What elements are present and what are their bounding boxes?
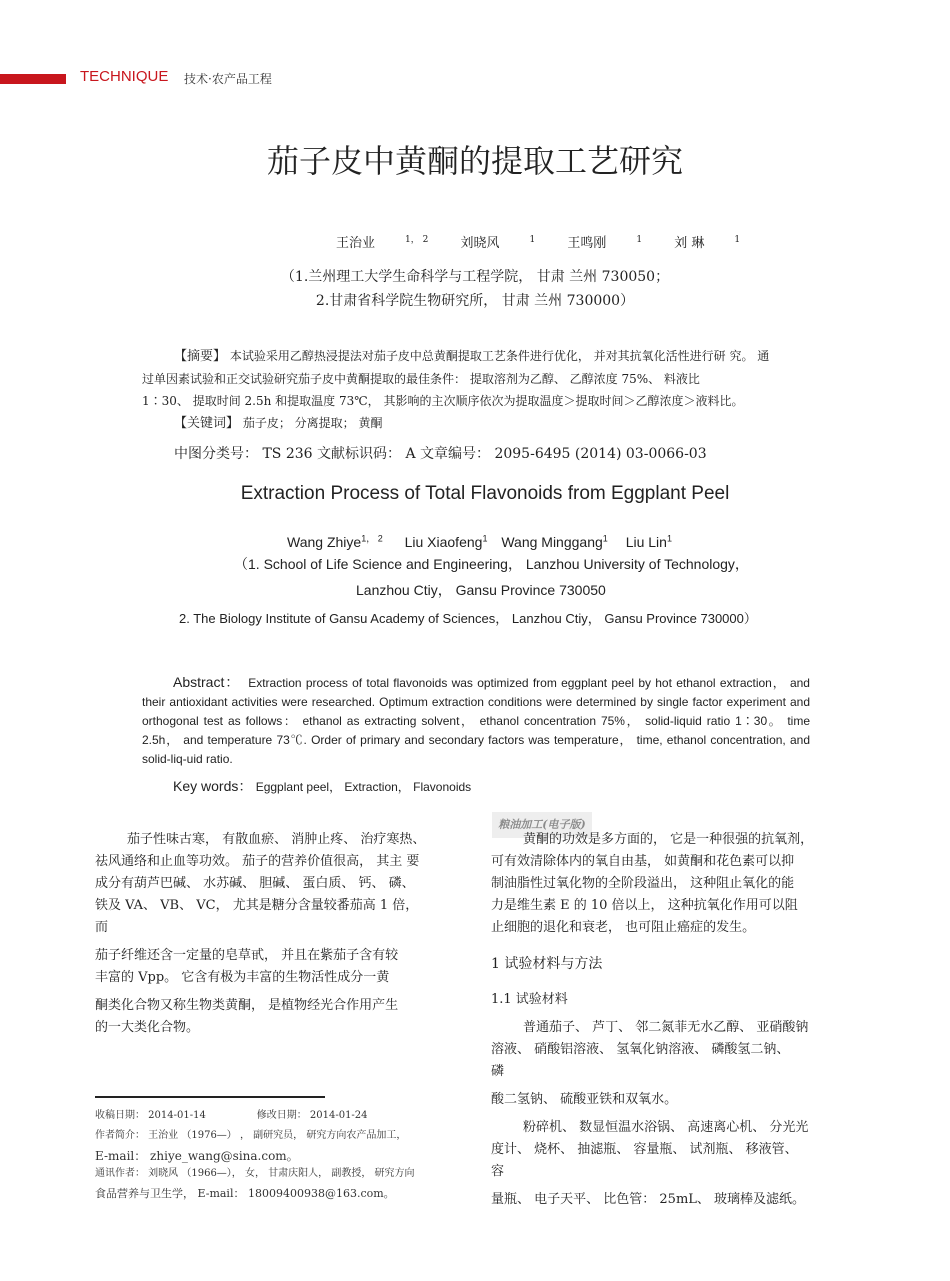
header-section: 技术·农产品工程 <box>184 72 272 86</box>
authors-cn <box>336 232 768 251</box>
footnote-author-2: 通讯作者： 刘晓风 （1966—）， 女， 甘肃庆阳人， 副教授， 研究方向 食品营养与卫生学， E-mail： 18009400938@163.com。 <box>95 1168 415 1200</box>
page-title: 茄子皮中黄酮的提取工艺研究 <box>266 142 683 180</box>
authors-en <box>287 531 672 550</box>
header-accent-bar <box>0 74 66 84</box>
affiliation-en-2: Lanzhou Ctiy， Gansu Province 730050 <box>356 582 606 598</box>
author-cn: 刘晓风 $^1$ <box>460 235 536 252</box>
classification: 中图分类号： TS 236 文献标识码： A 文章编号： 2095-6495 (2014) 03-0066-03 <box>174 446 707 462</box>
affiliation-cn-2: 2.甘肃省科学院生物研究所， 甘肃 兰州 730000） <box>315 293 635 309</box>
section-heading-1-1: 1.1 试验材料 <box>491 992 568 1007</box>
right-column: 黄酮的功效是多方面的， 它是一种很强的抗氧剂， 可有效清除体内的氧自由基， 如黄酮和花色素可以抑 制油脂性过氧化物的全阶段溢出， 这种阻止氧化的能 力是维生素 E 的 10 倍以上， 这种抗氧化作用可以阻 止细胞的退化和衰老， 也可阻止癌症的发生。 1 试验材料与方法 1.1 试验材料 普通茄子、 芦丁、 邻二氮菲无水乙醇、 亚硝酸钠 溶液、 硝酸铝溶液、 氢氧化钠溶液、 磷酸氢二钠、 磷 酸二氢钠、 硫酸亚铁和双氧水。 粉碎机、 数显恒温水浴锅、 高速离心机、 分光光 度计、 烧杯、 抽滤瓶、 容量瓶、 试剂瓶、 移液管、 容 量瓶、 电子天平、 比色管： 25mL、 玻璃棒及滤纸。 <box>491 829 861 1211</box>
left-column: 茄子性味古寒， 有散血瘀、 消肿止疼、 治疗寒热、 祛风通络和止血等功效。 茄子的营养价值很高， 其主 要 成分有葫芦巴碱、 水苏碱、 胆碱、 蛋白质、 钙、 磷、 铁及 VA、 VB、 VC， 尤其是糖分含量较番茄高 1 倍， 而 茄子纤维还含一定量的皂草甙， 并且在紫茄子含有较 丰富的 Vpp。 它含有极为丰富的生物活性成分一黄 酮类化合物又称生物类黄酮， 是植物经光合作用产生 的一大类化合物。 <box>95 832 426 1035</box>
footnote-rule <box>95 1096 325 1098</box>
affiliation-en-3: 2. The Biology Institute of Gansu Academy of Sciences， Lanzhou Ctiy， Gansu Province 730000） <box>179 611 757 626</box>
abstract-en: Abstract： Extraction process of total flavonoids was optimized from eggplant peel by hot ethanol extraction， and their antioxidant activities were researched. Optimum extraction conditions were determined by single factor experiment and orthogonal test as follows： ethanol as extracting solvent， ethanol concentration 75%， solid-liquid ratio 1∶30。 time 2.5h， and temperature 73℃. Order of primary and secondary factors was temperature， time, ethanol concentration, and solid-liq-uid ratio. <box>142 674 810 766</box>
keywords-cn-label: 【关键词】 <box>174 416 240 431</box>
affiliation-cn-1: （1.兰州理工大学生命科学与工程学院， 甘肃 兰州 730050； <box>280 269 670 285</box>
keywords-en: Key words： Eggplant peel， Extraction， Flavonoids <box>173 778 472 794</box>
journal-logo: 粮油加工(电子版) <box>492 812 592 838</box>
footnote-author-1: 作者简介： 王治业 （1976—） ， 副研究员， 研究方向农产品加工， E-mail： zhiye_wang@sina.com。 <box>95 1130 407 1163</box>
header-technique: TECHNIQUE <box>80 68 169 85</box>
abstract-cn: 【摘要】 本试验采用乙醇热浸提法对茄子皮中总黄酮提取工艺条件进行优化， 并对其抗氧化活性进行研 究。 通 过单因素试验和正交试验研究茄子皮中黄酮提取的最佳条件： 提取溶剂为乙醇、 乙醇浓度 75%、 料液比 1∶30、 提取时间 2.5h 和提取温度 73℃， 其影响的主次顺序依次为提取温度＞提取时间＞乙醇浓度＞液料比。 【关键词】 茄子皮； 分离提取； 黄酮 <box>142 349 770 431</box>
keywords-cn: 茄子皮； 分离提取； 黄酮 <box>242 416 383 430</box>
author-en: Liu Lin$^1$ <box>625 533 672 550</box>
section-heading-1: 1 试验材料与方法 <box>491 956 603 972</box>
author-en: Wang Zhiye$^{1, 2}$ <box>287 533 383 550</box>
abstract-en-label: Abstract： <box>173 674 241 690</box>
footnote-dates: 收稿日期： 2014-01-14 修改日期： 2014-01-24 <box>95 1110 368 1121</box>
author-en: Wang Minggang$^1$ <box>501 533 608 550</box>
abstract-cn-label: 【摘要】 <box>174 349 227 364</box>
affiliation-en-1: （1. School of Life Science and Engineering， Lanzhou University of Technology， <box>234 556 749 572</box>
title-en: Extraction Process of Total Flavonoids from Eggplant Peel <box>240 483 730 504</box>
author-cn: 刘 琳 $^1$ <box>674 235 741 252</box>
author-en: Liu Xiaofeng$^1$ <box>404 533 488 550</box>
author-cn: 王治业 $^{1, 2}$ <box>336 235 429 252</box>
author-cn: 王鸣刚 $^1$ <box>567 235 643 252</box>
